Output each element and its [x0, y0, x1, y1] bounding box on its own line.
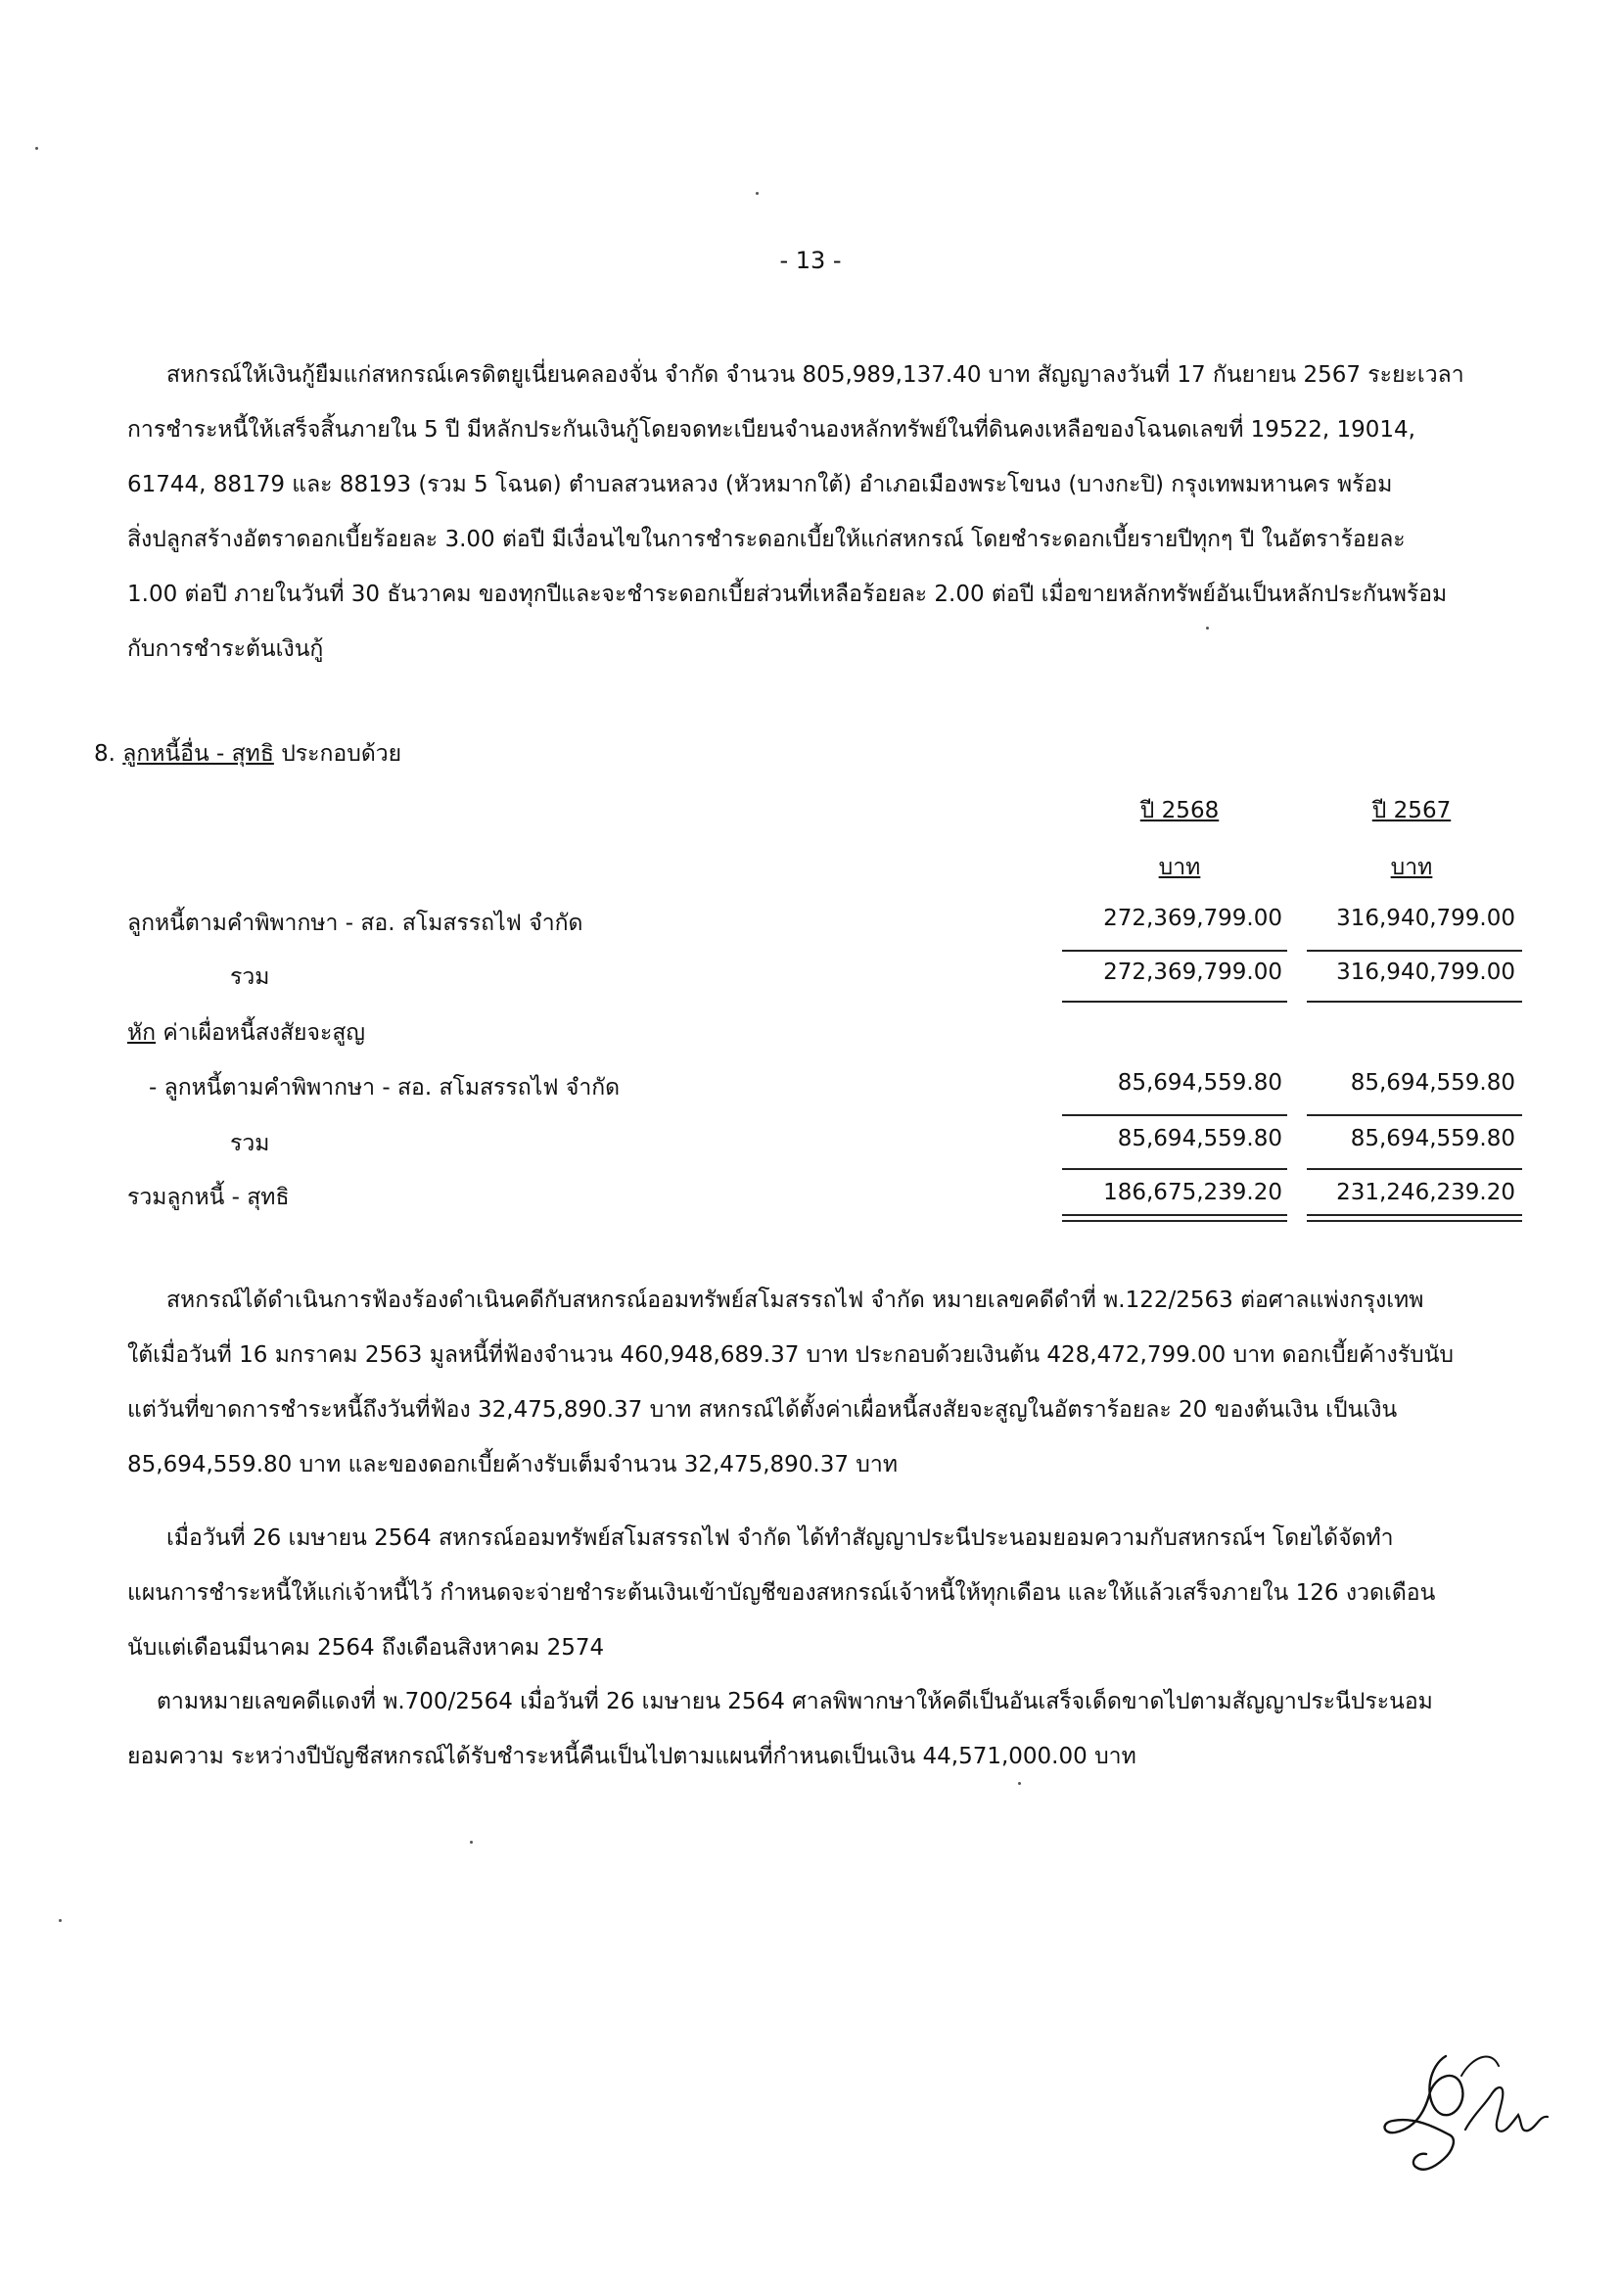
- loan-paragraph: [127, 348, 1517, 677]
- row-label: รวม: [230, 1131, 270, 1156]
- section-title: ลูกหนี้อื่น - สุทธิ: [122, 741, 274, 767]
- text-line: นับแต่เดือนมีนาคม 2564 ถึงเดือนสิงหาคม 2574: [127, 1635, 605, 1661]
- text-line: เมื่อวันที่ 26 เมษายน 2564 สหกรณ์ออมทรัพย์สโมสรรถไฟ จำกัด ได้ทำสัญญาประนีประนอมยอมความกับสหกรณ์ฯ โดยได้จัดทำ: [166, 1525, 1394, 1551]
- text-line: สิ่งปลูกสร้างอัตราดอกเบี้ยร้อยละ 3.00 ต่อปี มีเงื่อนไขในการชำระดอกเบี้ยให้แก่สหกรณ์ โดยชำระดอกเบี้ยรายปีทุกๆ ปี ในอัตราร้อยละ: [127, 527, 1406, 552]
- section-heading: [94, 736, 401, 772]
- double-rule-top: [1062, 1214, 1287, 1216]
- total-rule: [1307, 1001, 1522, 1003]
- value-2568: 272,369,799.00: [1103, 906, 1282, 931]
- value-2568: 85,694,559.80: [1117, 1070, 1282, 1096]
- lawsuit-paragraph: [127, 1273, 1517, 1492]
- scan-speck: [59, 1919, 62, 1922]
- text-line: ยอมความ ระหว่างปีบัญชีสหกรณ์ได้รับชำระหนี้คืนเป็นไปตามแผนที่กำหนดเป็นเงิน 44,571,000.00 บาท: [127, 1744, 1136, 1769]
- page-number: - 13 -: [779, 247, 842, 274]
- double-rule-bottom: [1307, 1220, 1522, 1222]
- table-row: [0, 1015, 1621, 1054]
- handwritten-signature: [1375, 2037, 1556, 2183]
- section-suffix: ประกอบด้วย: [281, 741, 402, 767]
- table-row: [0, 1070, 1621, 1109]
- subtotal-rule: [1307, 1114, 1522, 1116]
- text-line: แผนการชำระหนี้ให้แก่เจ้าหนี้ไว้ กำหนดจะจ่ายชำระต้นเงินเข้าบัญชีของสหกรณ์เจ้าหนี้ให้ทุกเดือน และให้แล้วเสร็จภายใน 126 งวดเดือน: [127, 1580, 1436, 1606]
- value-2568: 186,675,239.20: [1103, 1180, 1282, 1205]
- text-line: สหกรณ์ได้ดำเนินการฟ้องร้องดำเนินคดีกับสหกรณ์ออมทรัพย์สโมสรรถไฟ จำกัด หมายเลขคดีดำที่ พ.122/2563 ต่อศาลแพ่งกรุงเทพ: [166, 1288, 1424, 1313]
- text-line: 61744, 88179 และ 88193 (รวม 5 โฉนด) ตำบลสวนหลวง (หัวหมากใต้) อำเภอเมืองพระโขนง (บางกะปิ) กรุงเทพมหานคร พร้อม: [127, 472, 1393, 497]
- table-row: [0, 960, 1621, 999]
- scan-speck: [756, 192, 759, 195]
- text-line: การชำระหนี้ให้เสร็จสิ้นภายใน 5 ปี มีหลักประกันเงินกู้โดยจดทะเบียนจำนองหลักทรัพย์ในที่ดินคงเหลือของโฉนดเลขที่ 19522, 19014,: [127, 417, 1415, 443]
- value-2567: 85,694,559.80: [1350, 1126, 1515, 1151]
- row-label: [127, 1015, 365, 1051]
- total-rule: [1062, 1001, 1287, 1003]
- value-2567: 316,940,799.00: [1336, 960, 1515, 985]
- value-2567: 231,246,239.20: [1336, 1180, 1515, 1205]
- subtotal-rule: [1307, 950, 1522, 952]
- text-line: 1.00 ต่อปี ภายในวันที่ 30 ธันวาคม ของทุกปีและจะชำระดอกเบี้ยส่วนที่เหลือร้อยละ 2.00 ต่อปี เมื่อขายหลักทรัพย์อันเป็นหลักประกันพร้อม: [127, 582, 1448, 607]
- settlement-paragraph: [127, 1511, 1517, 1675]
- section-number: 8.: [94, 741, 116, 767]
- double-rule-top: [1307, 1214, 1522, 1216]
- year-header-2567: ปี 2567: [1371, 798, 1452, 823]
- row-label: - ลูกหนี้ตามคำพิพากษา - สอ. สโมสรรถไฟ จำกัด: [149, 1075, 621, 1101]
- value-2567: 85,694,559.80: [1350, 1070, 1515, 1096]
- row-label: รวม: [230, 964, 270, 990]
- table-row: [0, 906, 1621, 945]
- less-label: หัก: [127, 1020, 157, 1046]
- scan-speck: [1018, 1782, 1021, 1785]
- subtotal-rule: [1062, 950, 1287, 952]
- allowance-label: ค่าเผื่อหนี้สงสัยจะสูญ: [156, 1020, 365, 1046]
- scan-speck: [1206, 627, 1209, 630]
- value-2568: 272,369,799.00: [1103, 960, 1282, 985]
- scan-speck: [470, 1841, 473, 1844]
- text-line: 85,694,559.80 บาท และของดอกเบี้ยค้างรับเต็มจำนวน 32,475,890.37 บาท: [127, 1452, 898, 1477]
- table-row: [0, 1180, 1621, 1219]
- value-2567: 316,940,799.00: [1336, 906, 1515, 931]
- judgment-paragraph: [127, 1674, 1517, 1784]
- text-line: ตามหมายเลขคดีแดงที่ พ.700/2564 เมื่อวันที่ 26 เมษายน 2564 ศาลพิพากษาให้คดีเป็นอันเสร็จเด็ดขาดไปตามสัญญาประนีประนอม: [157, 1689, 1433, 1714]
- text-line: แต่วันที่ขาดการชำระหนี้ถึงวันที่ฟ้อง 32,475,890.37 บาท สหกรณ์ได้ตั้งค่าเผื่อหนี้สงสัยจะสูญในอัตราร้อยละ 20 ของต้นเงิน เป็นเงิน: [127, 1397, 1398, 1423]
- total-rule: [1307, 1168, 1522, 1170]
- value-2568: 85,694,559.80: [1117, 1126, 1282, 1151]
- total-rule: [1062, 1168, 1287, 1170]
- unit-header-2568: บาท: [1158, 855, 1201, 880]
- unit-header-2567: บาท: [1390, 855, 1433, 880]
- text-line: ใต้เมื่อวันที่ 16 มกราคม 2563 มูลหนี้ที่ฟ้องจำนวน 460,948,689.37 บาท ประกอบด้วยเงินต้น 428,472,799.00 บาท ดอกเบี้ยค้างรับนับ: [127, 1342, 1455, 1368]
- row-label: ลูกหนี้ตามคำพิพากษา - สอ. สโมสรรถไฟ จำกัด: [127, 911, 583, 936]
- row-label: รวมลูกหนี้ - สุทธิ: [127, 1185, 290, 1210]
- double-rule-bottom: [1062, 1220, 1287, 1222]
- subtotal-rule: [1062, 1114, 1287, 1116]
- scan-speck: [35, 147, 38, 150]
- year-header-2568: ปี 2568: [1139, 798, 1220, 823]
- text-line: กับการชำระต้นเงินกู้: [127, 636, 324, 662]
- table-row: [0, 1126, 1621, 1165]
- text-line: สหกรณ์ให้เงินกู้ยืมแก่สหกรณ์เครดิตยูเนี่ยนคลองจั่น จำกัด จำนวน 805,989,137.40 บาท สัญญาลงวันที่ 17 กันยายน 2567 ระยะเวลา: [166, 362, 1464, 388]
